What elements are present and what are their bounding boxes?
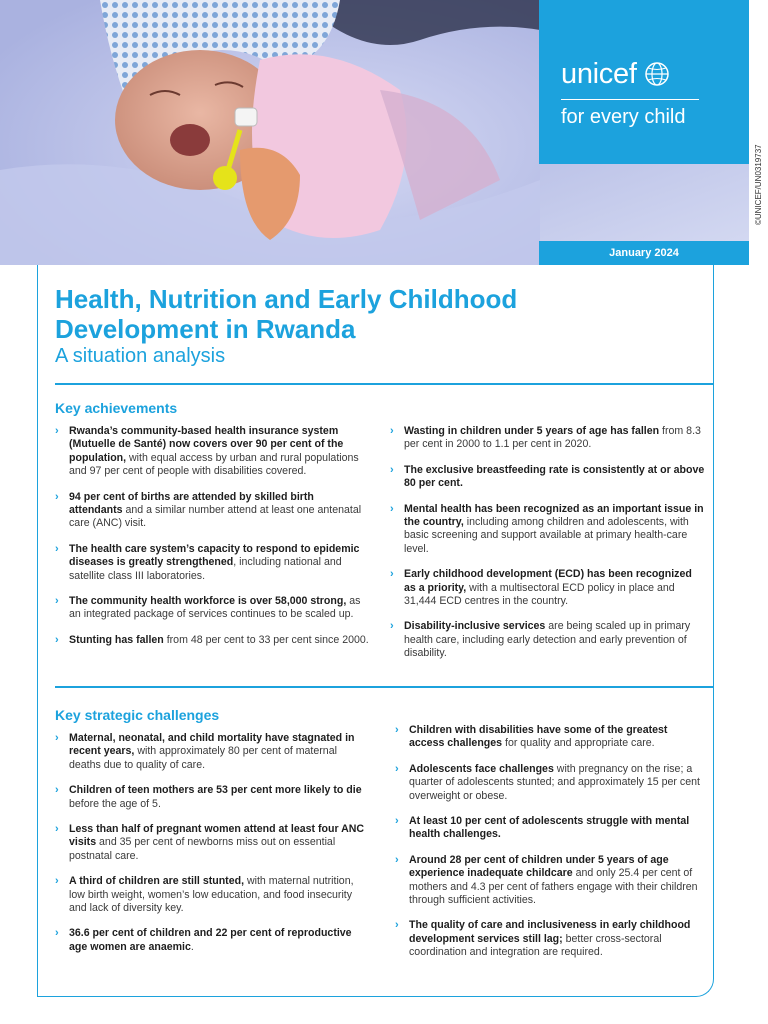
list-item [395, 854, 705, 908]
item-detail: before the age of 5. [69, 797, 161, 810]
chevron-right-icon: › [55, 633, 59, 646]
list-item [55, 875, 370, 915]
item-highlight: Disability-inclusive services [404, 620, 546, 633]
chevron-right-icon: › [390, 425, 394, 437]
item-highlight: Mental health has been recognized as an important issue in the country, [404, 502, 704, 529]
item-highlight: Stunting has fallen [69, 633, 164, 646]
item-detail: , including national and satellite class III laboratories. [69, 556, 342, 582]
document-title: Health, Nutrition and Early Childhood Development in Rwanda [55, 284, 518, 344]
list-item [395, 815, 705, 842]
item-detail: . [190, 940, 194, 953]
list-item [395, 724, 705, 751]
list-item [55, 425, 370, 479]
achievements-left-list [55, 425, 370, 659]
item-detail: with maternal nutrition, low birth weight, women’s low education, and food insecurity and lack of diversity key. [69, 875, 354, 915]
chevron-right-icon: › [390, 620, 394, 633]
item-detail: better cross-sectoral coordination and integration are required. [409, 932, 662, 959]
newborn-photo [0, 0, 540, 265]
item-detail: with approximately 80 per cent of maternal deaths due to quality of care. [69, 745, 337, 771]
chevron-right-icon: › [55, 875, 59, 888]
achievements-heading: Key achievements [55, 400, 178, 416]
list-item [55, 595, 370, 622]
item-highlight: 36.6 per cent of children and 22 per cent of reproductive age women are anaemic [69, 927, 352, 953]
item-highlight: Maternal, neonatal, and child mortality have stagnated in recent years, [69, 732, 355, 758]
brand-wordmark: unicef [561, 58, 637, 90]
chevron-right-icon: › [55, 542, 59, 555]
chevron-right-icon: › [390, 463, 394, 476]
list-item [390, 464, 705, 491]
achievements-right-list [390, 425, 705, 673]
item-detail: and only 25.4 per cent of mothers and 4.3 per cent of fathers engage with their children through sufficient activities. [409, 867, 698, 907]
challenges-right-list [395, 724, 705, 972]
chevron-right-icon: › [55, 490, 59, 503]
chevron-right-icon: › [55, 732, 59, 744]
item-highlight: Wasting in children under 5 years of age has fallen [404, 425, 660, 437]
item-detail: and 35 per cent of newborns miss out on essential postnatal care. [69, 836, 336, 862]
hero-banner [0, 0, 768, 265]
divider [55, 686, 713, 688]
item-highlight: The exclusive breastfeeding rate is consistently at or above 80 per cent. [404, 463, 705, 490]
item-highlight: Less than half of pregnant women attend at least four ANC visits [69, 823, 365, 849]
item-highlight: Adolescents face challenges [409, 762, 554, 775]
item-highlight: 94 per cent of births are attended by skilled birth attendants [69, 490, 314, 517]
item-detail: with equal access by urban and rural populations and 97 per cent of people with disabilities covered. [69, 451, 359, 478]
list-item [55, 823, 370, 863]
photo-credit: ©UNICEF/UN0319737 [754, 144, 763, 225]
item-detail: as an integrated package of services continues to be scaled up. [69, 595, 361, 621]
chevron-right-icon: › [395, 919, 399, 932]
list-item [390, 568, 705, 608]
item-detail: with pregnancy on the rise; a quarter of adolescents stunted; and approximately 15 per cent overweight or obese. [409, 762, 700, 802]
brand-divider [561, 99, 699, 100]
chevron-right-icon: › [55, 425, 59, 437]
list-item [390, 503, 705, 557]
item-detail: are being scaled up in primary health care, including early detection and early prevention of disability. [404, 620, 691, 660]
divider [55, 383, 713, 385]
challenges-left-list [55, 732, 370, 966]
item-highlight: A third of children are still stunted, [69, 875, 245, 888]
chevron-right-icon: › [390, 502, 394, 515]
challenges-heading: Key strategic challenges [55, 707, 220, 723]
item-detail: for quality and appropriate care. [502, 737, 655, 750]
list-item [55, 784, 370, 811]
list-item [395, 763, 705, 803]
publication-date: January 2024 [539, 241, 749, 265]
item-detail: from 8.3 per cent in 2000 to 1.1 per cent in 2020. [404, 425, 701, 451]
item-highlight: The quality of care and inclusiveness in early childhood development services still lag; [409, 919, 691, 945]
chevron-right-icon: › [55, 595, 59, 608]
chevron-right-icon: › [55, 823, 59, 836]
unicef-logo [561, 58, 670, 91]
item-highlight: Around 28 per cent of children under 5 years of age experience inadequate childcare [409, 853, 669, 880]
item-highlight: The health care system’s capacity to respond to epidemic diseases is greatly strengthened [69, 542, 360, 569]
list-item [390, 425, 705, 452]
list-item [55, 927, 370, 954]
item-highlight: The community health workforce is over 58,000 strong, [69, 595, 347, 608]
item-detail: and a similar number attend at least one antenatal care (ANC) visit. [69, 504, 362, 530]
item-detail: including among children and adolescents, with basic screening and support available at primary health-care level. [404, 516, 689, 555]
credit-strip [749, 0, 768, 265]
document-subtitle: A situation analysis [55, 345, 226, 367]
list-item [55, 732, 370, 772]
chevron-right-icon: › [395, 815, 399, 828]
list-item [55, 543, 370, 583]
chevron-right-icon: › [395, 762, 399, 775]
item-highlight: At least 10 per cent of adolescents struggle with mental health challenges. [409, 815, 690, 841]
item-detail: from 48 per cent to 33 per cent since 2000. [163, 633, 369, 646]
list-item [55, 634, 370, 647]
item-highlight: Rwanda’s community-based health insurance system (Mutuelle de Santé) now covers over 90 per cent of the population, [69, 425, 344, 464]
chevron-right-icon: › [395, 724, 399, 736]
chevron-right-icon: › [390, 568, 394, 581]
list-item [55, 491, 370, 531]
brand-tagline: for every child [561, 106, 686, 128]
list-item [390, 620, 705, 660]
chevron-right-icon: › [395, 853, 399, 866]
unicef-brand-block [539, 0, 749, 164]
item-highlight: Early childhood development (ECD) has been recognized as a priority, [404, 568, 692, 594]
item-highlight: Children of teen mothers are 53 per cent more likely to die [69, 784, 362, 797]
item-highlight: Children with disabilities have some of the greatest access challenges [409, 724, 668, 750]
list-item [395, 919, 705, 959]
chevron-right-icon: › [55, 927, 59, 940]
globe-emblem-icon [644, 61, 670, 87]
chevron-right-icon: › [55, 784, 59, 797]
item-detail: with a multisectoral ECD policy in place and 31,444 ECD centres in the country. [404, 581, 675, 608]
